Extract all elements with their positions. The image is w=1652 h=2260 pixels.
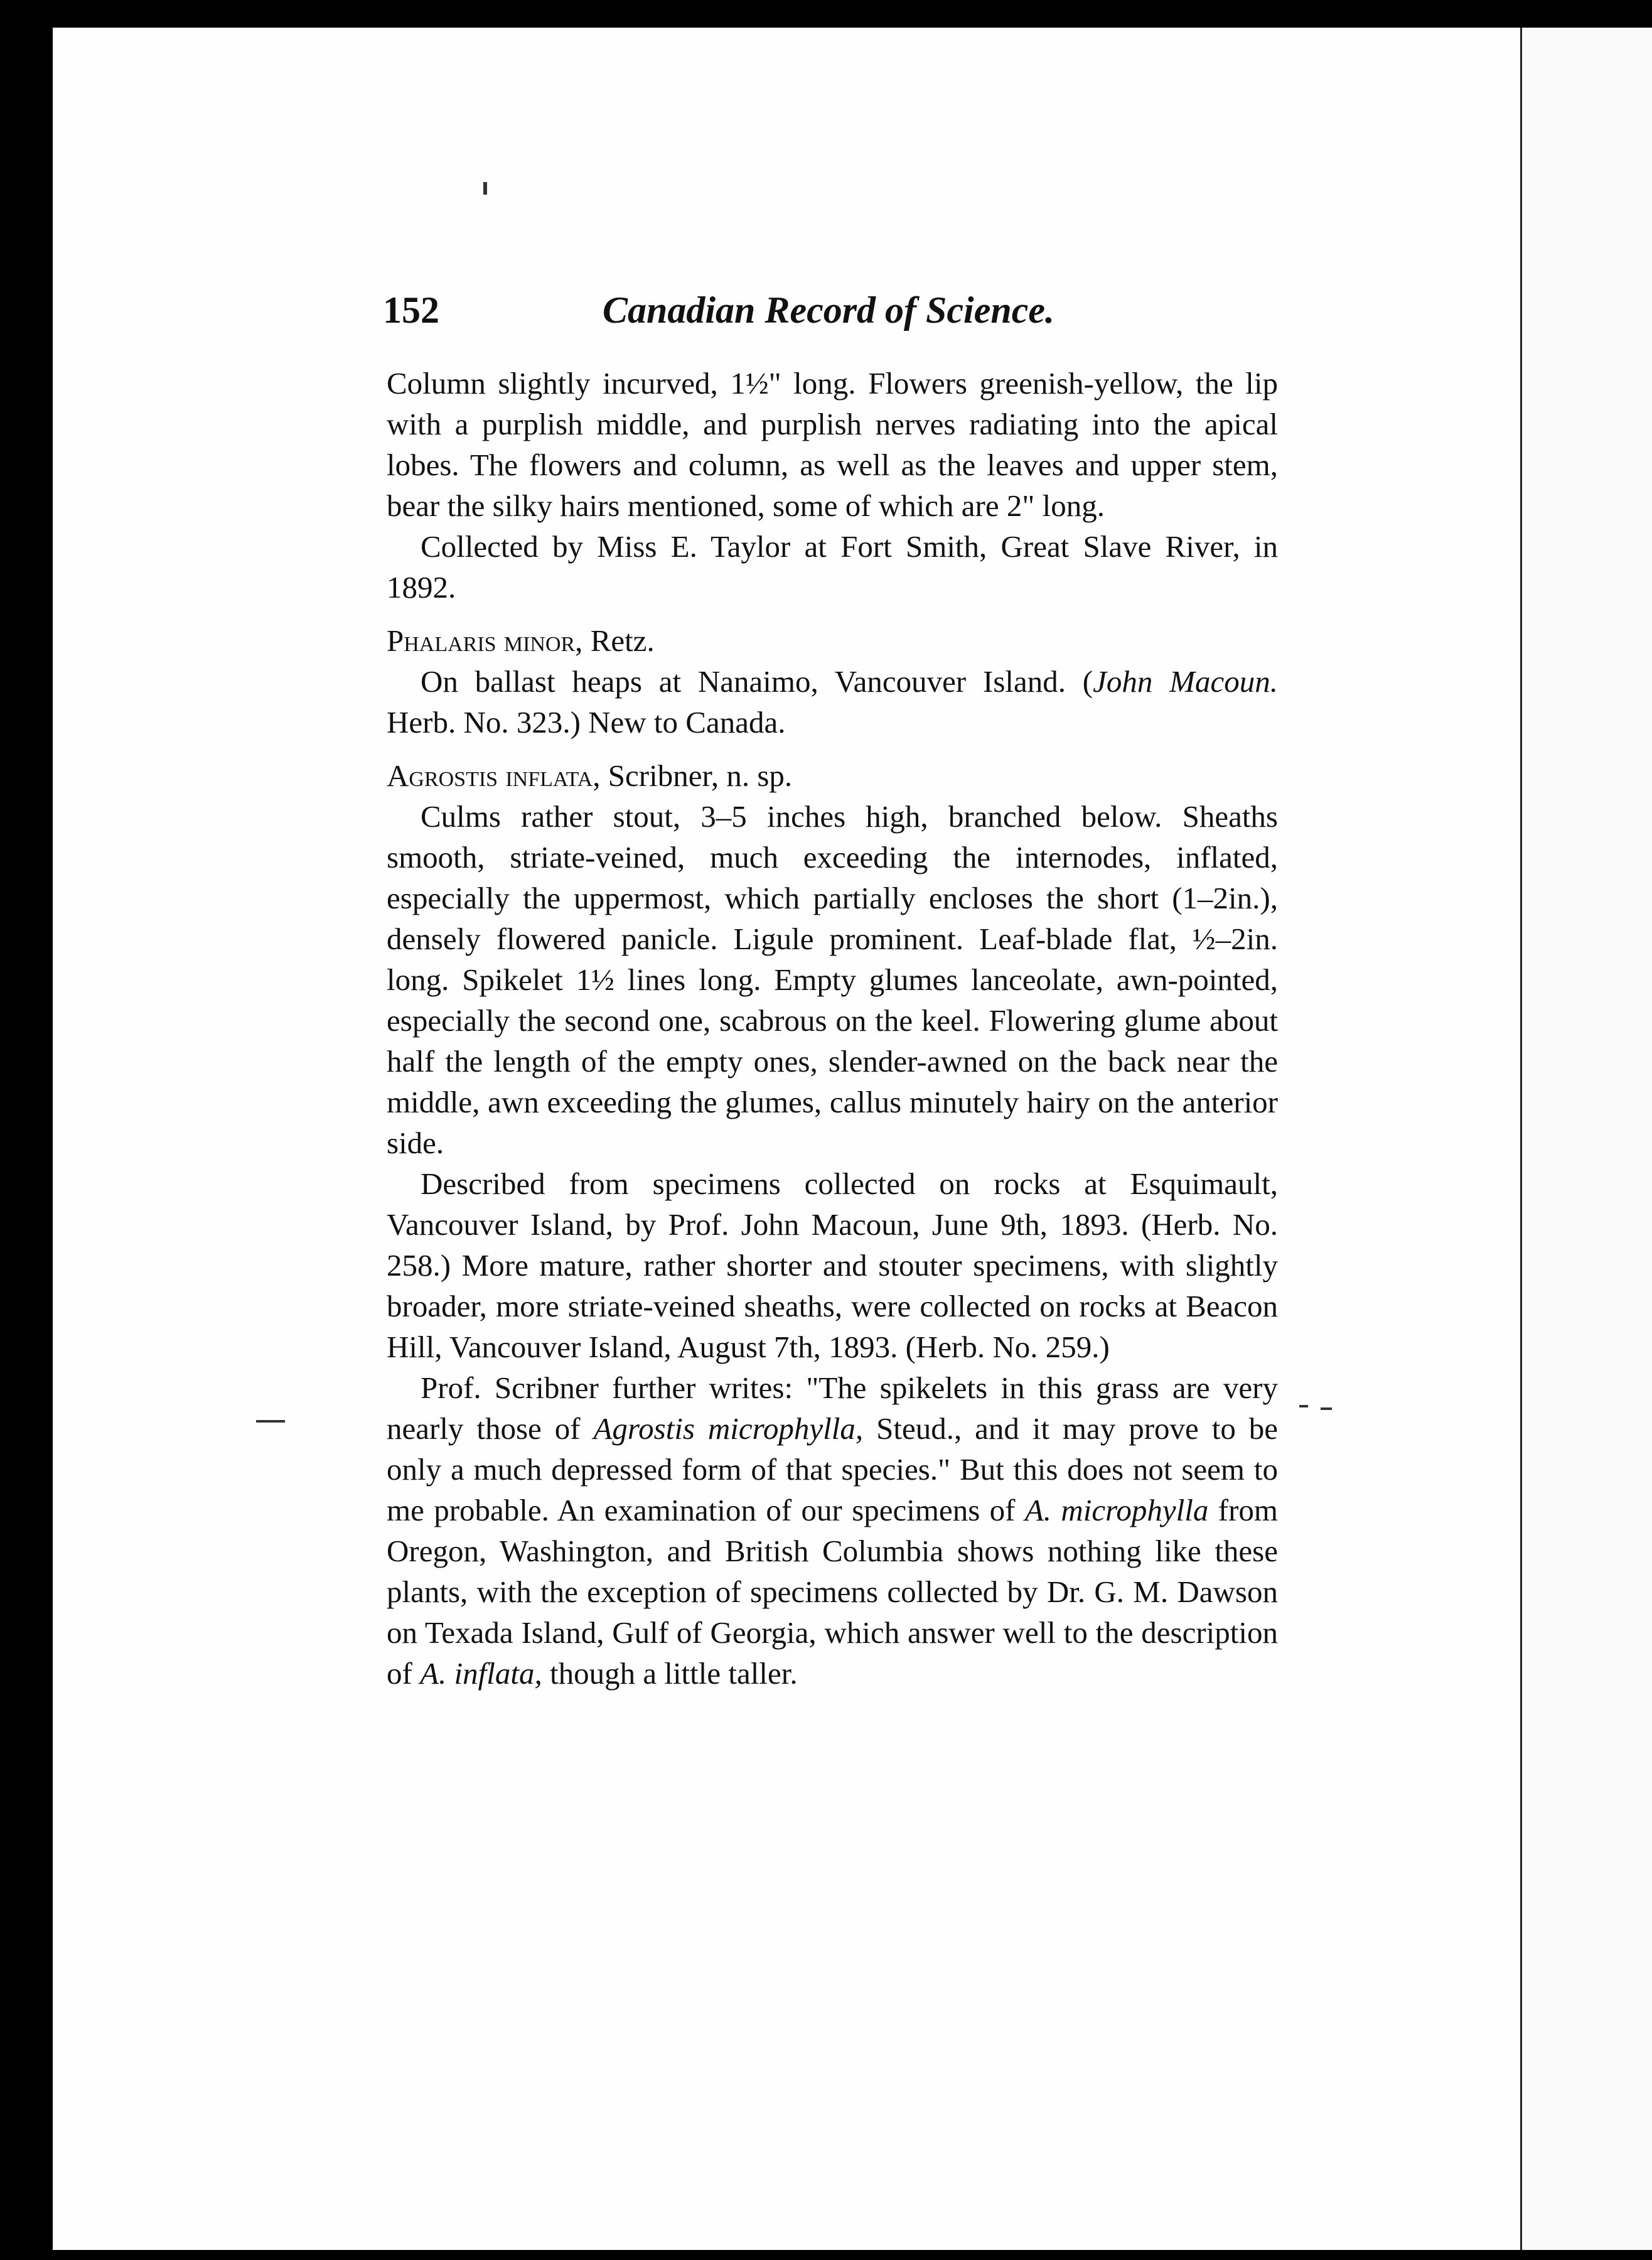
species-heading bbox=[387, 755, 1278, 796]
paragraph: Culms rather stout, 3–5 inches high, branched below. Sheaths smooth, striate-veined, much exceeding the internodes, inflated, especially the uppermost, which partially encloses the short (1–2in.), densely flowered panicle. Ligule prominent. Leaf-blade flat, ½–2in. long. Spikelet 1½ lines long. Empty glumes lanceolate, awn-pointed, especially the second one, scabrous on the keel. Flowering glume about half the length of the empty ones, slender-awned on the back near the middle, awn exceeding the glumes, callus minutely hairy on the anterior side. bbox=[387, 799, 1278, 1160]
scan-speck bbox=[1299, 1405, 1308, 1407]
paragraph bbox=[387, 661, 1278, 743]
scan-speck bbox=[483, 182, 487, 195]
text-run: Prof. Scribner further writes: "The spikelets in this grass are very nearly those of bbox=[387, 1370, 1278, 1446]
species-author: Scribner, n. sp. bbox=[600, 758, 793, 793]
running-title: Canadian Record of Science. bbox=[603, 289, 1054, 331]
species-author: Retz. bbox=[582, 623, 655, 658]
scan-speck bbox=[1321, 1407, 1332, 1410]
paragraph: Column slightly incurved, 1½" long. Flowers greenish-yellow, the lip with a purplish middle, and purplish nerves radiating into the apical lobes. The flowers and column, as well as the leaves and upper stem, bear the silky hairs mentioned, some of which are 2" long. bbox=[387, 366, 1278, 523]
italic-run: Agrostis microphylla, bbox=[593, 1411, 864, 1446]
text-run: though a little taller. bbox=[542, 1656, 798, 1691]
species-name: Phalaris minor, bbox=[387, 623, 583, 658]
facing-page-edge bbox=[1520, 28, 1652, 2250]
page-number: 152 bbox=[383, 289, 439, 331]
paragraph: Collected by Miss E. Taylor at Fort Smith, Great Slave River, in 1892. bbox=[387, 529, 1278, 605]
scan-speck bbox=[256, 1420, 285, 1423]
body-text bbox=[387, 363, 1278, 1694]
text-run: from Oregon, Washington, and British Columbia shows nothing like these plants, with the exception of specimens collected by Dr. G. M. Dawson on Texada Island, Gulf of Georgia, which answer well to the description of bbox=[387, 1493, 1278, 1691]
text-run: Steud., and it may prove to be only a much depressed form of that species." But this does not seem to me probable. An examination of our specimens of bbox=[387, 1411, 1278, 1527]
paragraph bbox=[387, 1367, 1278, 1694]
species-name: Agrostis inflata, bbox=[387, 758, 601, 793]
text-run: Herb. No. 323.) New to Canada. bbox=[387, 705, 786, 740]
italic-run: A. inflata, bbox=[420, 1656, 542, 1691]
italic-run: John Macoun. bbox=[1093, 664, 1278, 699]
species-heading bbox=[387, 620, 1278, 661]
paragraph: Described from specimens collected on rocks at Esquimault, Vancouver Island, by Prof. John Macoun, June 9th, 1893. (Herb. No. 258.) More mature, rather shorter and stouter specimens, with slightly broader, more striate-veined sheaths, were collected on rocks at Beacon Hill, Vancouver Island, August 7th, 1893. (Herb. No. 259.) bbox=[387, 1166, 1278, 1364]
text-run: On ballast heaps at Nanaimo, Vancouver Island. ( bbox=[421, 664, 1093, 699]
italic-run: A. microphylla bbox=[1024, 1493, 1209, 1527]
